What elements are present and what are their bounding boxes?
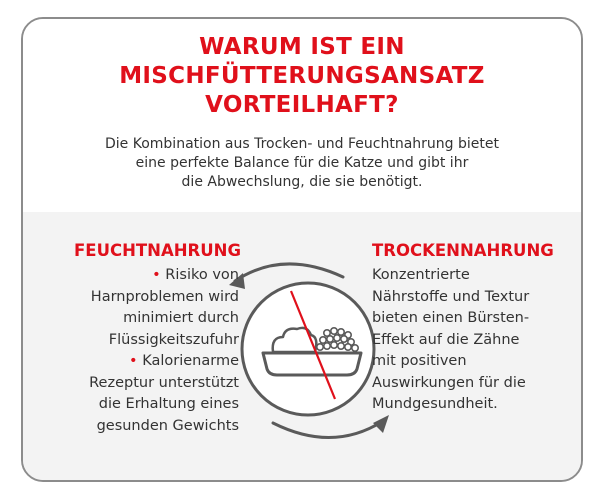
wet-line-7: die Erhaltung eines	[98, 396, 239, 412]
wet-food-heading: FEUCHTNAHRUNG	[74, 241, 241, 260]
wet-line-6: Rezeptur unterstützt	[89, 374, 239, 391]
bowl-icon	[263, 353, 361, 375]
arrow-to-wet-icon	[235, 264, 343, 281]
page-title	[23, 33, 581, 120]
dry-food-benefits	[372, 265, 562, 416]
title-line-1: WARUM IST EIN	[199, 34, 405, 60]
wet-line-1: • Risiko von	[152, 267, 239, 283]
arrow-to-dry-icon	[273, 421, 383, 438]
dry-line-6: Auswirkungen für die	[372, 374, 526, 391]
intro-line-3: die Abwechslung, die sie benötigt.	[181, 174, 423, 190]
wet-line-4: Flüssigkeitszufuhr	[108, 331, 239, 348]
dry-line-5: mit positiven	[372, 353, 467, 369]
title-line-2: MISCHFÜTTERUNGSANSATZ	[119, 63, 485, 89]
dry-line-1: Konzentrierte	[372, 267, 470, 283]
dry-line-4: Effekt auf die Zähne	[372, 331, 520, 348]
bullet-icon: •	[152, 267, 161, 283]
dry-line-3: bieten einen Bürsten-	[372, 310, 530, 326]
wet-line-5: • Kalorienarme	[129, 353, 239, 369]
dry-line-7: Mundgesundheit.	[372, 396, 498, 412]
intro-line-2: eine perfekte Balance für die Katze und gibt ihr	[135, 155, 469, 171]
title-line-3: VORTEILHAFT?	[205, 92, 399, 118]
wet-line-2: Harnproblemen wird	[90, 288, 239, 305]
food-bowl-diagram	[223, 249, 393, 459]
intro-text	[23, 135, 581, 192]
arrow-head-right-icon	[373, 415, 389, 433]
intro-line-1: Die Kombination aus Trocken- und Feuchtnahrung bietet	[105, 136, 499, 152]
wet-food-benefits	[39, 265, 239, 437]
wet-line-3: minimiert durch	[123, 310, 239, 326]
bullet-icon: •	[129, 353, 138, 369]
wet-line-8: gesunden Gewichts	[96, 417, 239, 434]
dry-food-heading: TROCKENNAHRUNG	[372, 241, 554, 260]
dry-line-2: Nährstoffe und Textur	[372, 288, 530, 305]
